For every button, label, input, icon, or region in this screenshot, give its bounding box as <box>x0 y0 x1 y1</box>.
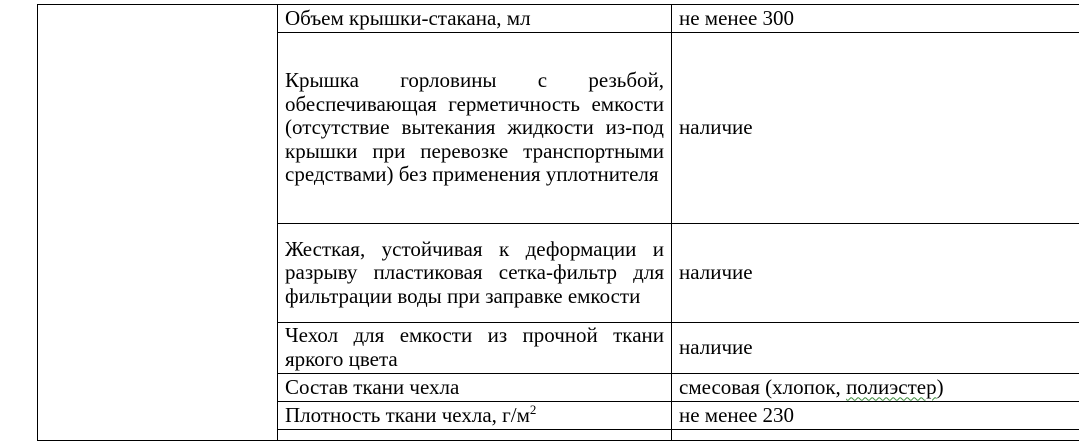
parameter-cell <box>278 323 672 374</box>
specification-table <box>37 4 1079 441</box>
value-text-prefix: смесовая (хлопок, <box>679 375 846 399</box>
parameter-text: Чехол для емкости из прочной ткани яркого цвета <box>285 324 664 371</box>
parameter-text: Плотность ткани чехла, г/м <box>285 403 530 427</box>
parameter-cell <box>278 224 672 323</box>
spellcheck-marked-word: полиэстер <box>846 375 937 399</box>
parameter-cell <box>278 5 672 33</box>
value-cell: наличие <box>672 33 1079 224</box>
value-cell: наличие <box>672 323 1079 374</box>
parameter-cell <box>278 402 672 430</box>
empty-left-cell <box>38 5 278 441</box>
unit-superscript: 2 <box>530 402 537 417</box>
parameter-text: Крышка горловины с резьбой, обеспечивающая герметичность емкости (отсутствие вытекания жидкости из-под крышки при перевозке транспортными средствами) без применения уплотнителя <box>285 69 664 187</box>
parameter-text: Жесткая, устойчивая к деформации и разрыву пластиковая сетка-фильтр для фильтрации воды при заправке емкости <box>285 238 664 309</box>
value-text-suffix: ) <box>937 375 944 399</box>
value-cell: не менее 230 <box>672 402 1079 430</box>
value-cell: не менее 300 <box>672 5 1079 33</box>
parameter-cell <box>278 33 672 224</box>
parameter-text: Объем крышки-стакана, мл <box>285 7 664 31</box>
value-cell <box>672 374 1079 402</box>
parameter-cell <box>278 374 672 402</box>
parameter-text: Состав ткани чехла <box>285 376 664 400</box>
table-row <box>38 5 1079 33</box>
value-cell: наличие <box>672 224 1079 323</box>
